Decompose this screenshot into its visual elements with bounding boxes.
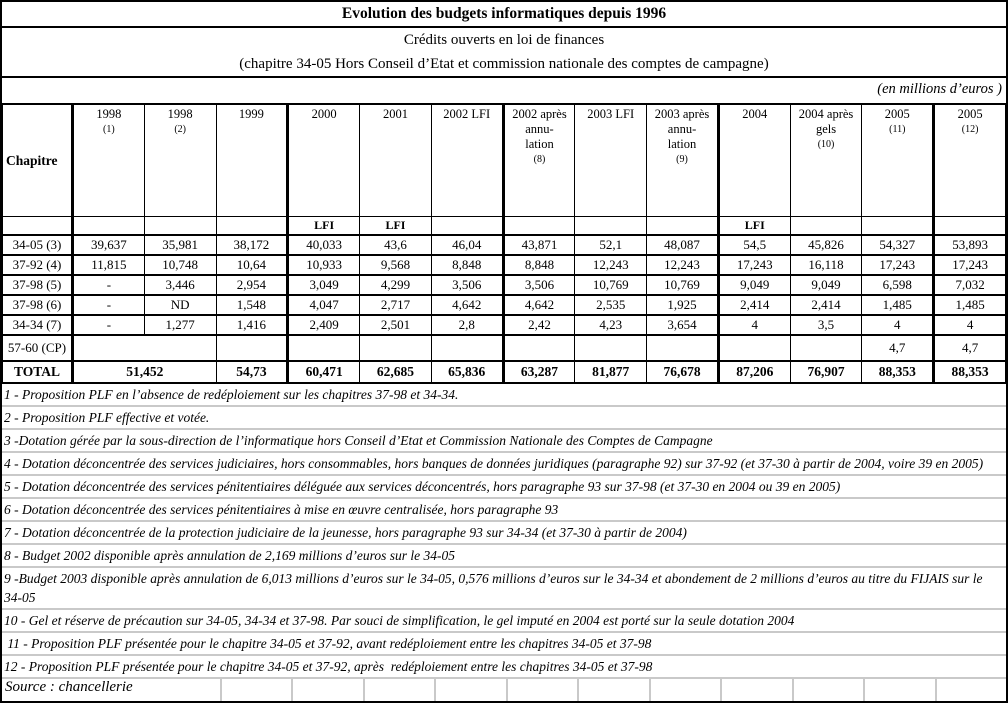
subheader-cell (73, 216, 145, 235)
row-label: 37-98 (5) (3, 275, 73, 295)
column-header: 2002 après annu- lation (8) (503, 104, 575, 216)
table-cell: 1,416 (216, 315, 288, 335)
units-note: (en millions d’euros ) (877, 81, 1002, 97)
row-label: TOTAL (3, 361, 73, 383)
table-cell: 17,243 (862, 255, 934, 275)
table-cell: 54,327 (862, 235, 934, 255)
table-cell: 4,299 (360, 275, 432, 295)
table-cell (288, 335, 360, 361)
table-cell: 76,678 (647, 361, 719, 383)
table-cell (718, 335, 790, 361)
table-cell: 2,535 (575, 295, 647, 315)
subheader-cell: LFI (718, 216, 790, 235)
subheader-cell (862, 216, 934, 235)
table-cell: 60,471 (288, 361, 360, 383)
table-cell: 3,506 (503, 275, 575, 295)
column-header: 2002 LFI (431, 104, 503, 216)
subheader-cell: LFI (288, 216, 360, 235)
footnotes-section (2, 384, 1006, 679)
table-cell: 88,353 (862, 361, 934, 383)
table-cell: 3,506 (431, 275, 503, 295)
column-note: (10) (817, 139, 835, 150)
table-cell (647, 335, 719, 361)
row-label: 37-98 (6) (3, 295, 73, 315)
chapitre-header: Chapitre (3, 104, 73, 216)
table-cell: 17,243 (718, 255, 790, 275)
table-cell: 10,748 (144, 255, 216, 275)
source-empty-cell (291, 679, 362, 701)
table-cell: 2,414 (790, 295, 862, 315)
table-cell: 2,8 (431, 315, 503, 335)
table-cell: 1,548 (216, 295, 288, 315)
table-cell: 46,04 (431, 235, 503, 255)
subheader-cell (934, 216, 1006, 235)
source-empty-cell (434, 679, 505, 701)
footnote: 5 - Dotation déconcentrée des services pénitentiaires déléguée aux services déconcentrés, hors paragraphe 93 sur 37-98 (et 37-30 en 2004 ou 39 en 2005) (2, 476, 1006, 499)
table-cell: 81,877 (575, 361, 647, 383)
subheader-cell: LFI (360, 216, 432, 235)
table-cell: 39,637 (73, 235, 145, 255)
column-header: 2004 (718, 104, 790, 216)
table-cell: 4,047 (288, 295, 360, 315)
column-note: (12) (961, 124, 979, 135)
table-cell: 8,848 (431, 255, 503, 275)
footnote: 7 - Dotation déconcentrée de la protection judiciaire de la jeunesse, hors paragraphe 93 sur 34-34 (et 37-30 à partir de 2004) (2, 522, 1006, 545)
subheader-cell (144, 216, 216, 235)
column-header: 2003 après annu- lation (9) (647, 104, 719, 216)
footnote: 8 - Budget 2002 disponible après annulation de 2,169 millions d’euros sur le 34-05 (2, 545, 1006, 568)
table-cell: 63,287 (503, 361, 575, 383)
footnote: 4 - Dotation déconcentrée des services judiciaires, hors consommables, hors banques de données juridiques (paragraphe 92) sur 37-92 (et 37-30 à partir de 2004, voire 39 en 2005) (2, 453, 1006, 476)
budget-table (2, 103, 1006, 384)
row-label: 37-92 (4) (3, 255, 73, 275)
table-cell: 2,409 (288, 315, 360, 335)
table-cell: 16,118 (790, 255, 862, 275)
table-cell: 48,087 (647, 235, 719, 255)
source-empty-cell (577, 679, 648, 701)
table-cell: 76,907 (790, 361, 862, 383)
document-subtitle (2, 28, 1006, 78)
table-cell: 8,848 (503, 255, 575, 275)
column-header: 2000 (288, 104, 360, 216)
subheader-cell (3, 216, 73, 235)
table-cell: 65,836 (431, 361, 503, 383)
table-cell: 2,42 (503, 315, 575, 335)
table-cell: 1,485 (934, 295, 1006, 315)
table-cell: 51,452 (73, 361, 217, 383)
footnote: 11 - Proposition PLF présentée pour le chapitre 34-05 et 37-92, avant redéploiement entre les chapitres 34-05 et 37-98 (2, 633, 1006, 656)
source-empty-cell (220, 679, 291, 701)
table-cell: 9,568 (360, 255, 432, 275)
table-cell: 4,642 (503, 295, 575, 315)
source-empty-cell (363, 679, 434, 701)
document-title: Evolution des budgets informatiques depuis 1996 (2, 2, 1006, 28)
table-cell: 1,485 (862, 295, 934, 315)
table-cell: - (73, 315, 145, 335)
table-cell: 54,73 (216, 361, 288, 383)
table-cell: 43,6 (360, 235, 432, 255)
table-cell: 3,049 (288, 275, 360, 295)
table-cell: 2,717 (360, 295, 432, 315)
source-label: Source : chancellerie (5, 679, 133, 695)
table-cell: 17,243 (934, 255, 1006, 275)
table-cell: 4,7 (934, 335, 1006, 361)
source-empty-cell (720, 679, 791, 701)
table-cell: 4,7 (862, 335, 934, 361)
table-cell: 10,933 (288, 255, 360, 275)
table-cell: - (73, 275, 145, 295)
column-header: 2001 (360, 104, 432, 216)
subtitle-line-2: (chapitre 34-05 Hors Conseil d’Etat et commission nationale des comptes de campagne) (239, 56, 769, 72)
row-label: 34-34 (7) (3, 315, 73, 335)
column-note: (1) (103, 124, 115, 135)
table-cell: 12,243 (647, 255, 719, 275)
column-header: 1998 (2) (144, 104, 216, 216)
table-cell: 3,654 (647, 315, 719, 335)
table-cell: 1,277 (144, 315, 216, 335)
column-header: 1998 (1) (73, 104, 145, 216)
table-cell: 9,049 (718, 275, 790, 295)
table-cell: - (73, 295, 145, 315)
table-cell (790, 335, 862, 361)
table-cell: 9,049 (790, 275, 862, 295)
column-header: 2005 (11) (862, 104, 934, 216)
table-cell: 87,206 (718, 361, 790, 383)
footnote: 3 -Dotation gérée par la sous-direction de l’informatique hors Conseil d’Etat et Commission Nationale des Comptes de Campagne (2, 430, 1006, 453)
source-empty-cell (863, 679, 934, 701)
table-cell: 54,5 (718, 235, 790, 255)
table-cell: 6,598 (862, 275, 934, 295)
footnote: 1 - Proposition PLF en l’absence de redéploiement sur les chapitres 37-98 et 34-34. (2, 384, 1006, 407)
column-header: 1999 (216, 104, 288, 216)
table-cell (503, 335, 575, 361)
table-cell: 10,64 (216, 255, 288, 275)
source-empty-cell (506, 679, 577, 701)
table-cell: 2,501 (360, 315, 432, 335)
column-note: (9) (676, 154, 688, 165)
table-cell: 4 (718, 315, 790, 335)
table-cell: 43,871 (503, 235, 575, 255)
table-cell: 2,414 (718, 295, 790, 315)
table-cell: 35,981 (144, 235, 216, 255)
table-cell (575, 335, 647, 361)
source-empty-cell (935, 679, 1006, 701)
table-cell: 2,954 (216, 275, 288, 295)
column-note: (8) (533, 154, 546, 165)
source-empty-cell (792, 679, 863, 701)
table-cell: 10,769 (647, 275, 719, 295)
subheader-cell (575, 216, 647, 235)
row-label: 34-05 (3) (3, 235, 73, 255)
table-cell: 11,815 (73, 255, 145, 275)
table-cell (73, 335, 217, 361)
column-note: (11) (889, 124, 906, 135)
table-cell (360, 335, 432, 361)
table-cell: 45,826 (790, 235, 862, 255)
footnote: 12 - Proposition PLF présentée pour le chapitre 34-05 et 37-92, après redéploiement entre les chapitres 34-05 et 37-98 (2, 656, 1006, 679)
subheader-cell (431, 216, 503, 235)
footnote: 6 - Dotation déconcentrée des services pénitentiaires à mise en œuvre centralisée, hors paragraphe 93 (2, 499, 1006, 522)
footnote: 10 - Gel et réserve de précaution sur 34-05, 34-34 et 37-98. Par souci de simplification, le gel imputé en 2004 est porté sur la seule dotation 2004 (2, 610, 1006, 633)
table-cell: 1,925 (647, 295, 719, 315)
table-cell: 62,685 (360, 361, 432, 383)
subheader-cell (503, 216, 575, 235)
table-cell: 10,769 (575, 275, 647, 295)
table-cell: 53,893 (934, 235, 1006, 255)
column-header: 2005 (12) (934, 104, 1006, 216)
column-header: 2004 après gels (10) (790, 104, 862, 216)
table-cell (216, 335, 288, 361)
column-note: (2) (174, 124, 186, 135)
subheader-cell (647, 216, 719, 235)
table-cell: 40,033 (288, 235, 360, 255)
table-cell: 38,172 (216, 235, 288, 255)
table-cell: 12,243 (575, 255, 647, 275)
subtitle-line-1: Crédits ouverts en loi de finances (403, 32, 605, 48)
table-cell (431, 335, 503, 361)
subheader-cell (216, 216, 288, 235)
column-header: 2003 LFI (575, 104, 647, 216)
table-cell: 88,353 (934, 361, 1006, 383)
table-cell: 3,446 (144, 275, 216, 295)
table-cell: ND (144, 295, 216, 315)
table-cell: 4 (934, 315, 1006, 335)
source-row (2, 679, 1006, 701)
table-cell: 3,5 (790, 315, 862, 335)
table-cell: 52,1 (575, 235, 647, 255)
subheader-cell (790, 216, 862, 235)
table-cell: 4,23 (575, 315, 647, 335)
row-label: 57-60 (CP) (3, 335, 73, 361)
source-empty-cell (649, 679, 720, 701)
footnote: 2 - Proposition PLF effective et votée. (2, 407, 1006, 430)
table-cell: 4 (862, 315, 934, 335)
footnote: 9 -Budget 2003 disponible après annulation de 6,013 millions d’euros sur le 34-05, 0,576 millions d’euros sur le 34-34 et abondement de 2 millions d’euros au titre du FIJAIS sur le 34-05 (2, 568, 1006, 610)
table-cell: 4,642 (431, 295, 503, 315)
table-cell: 7,032 (934, 275, 1006, 295)
